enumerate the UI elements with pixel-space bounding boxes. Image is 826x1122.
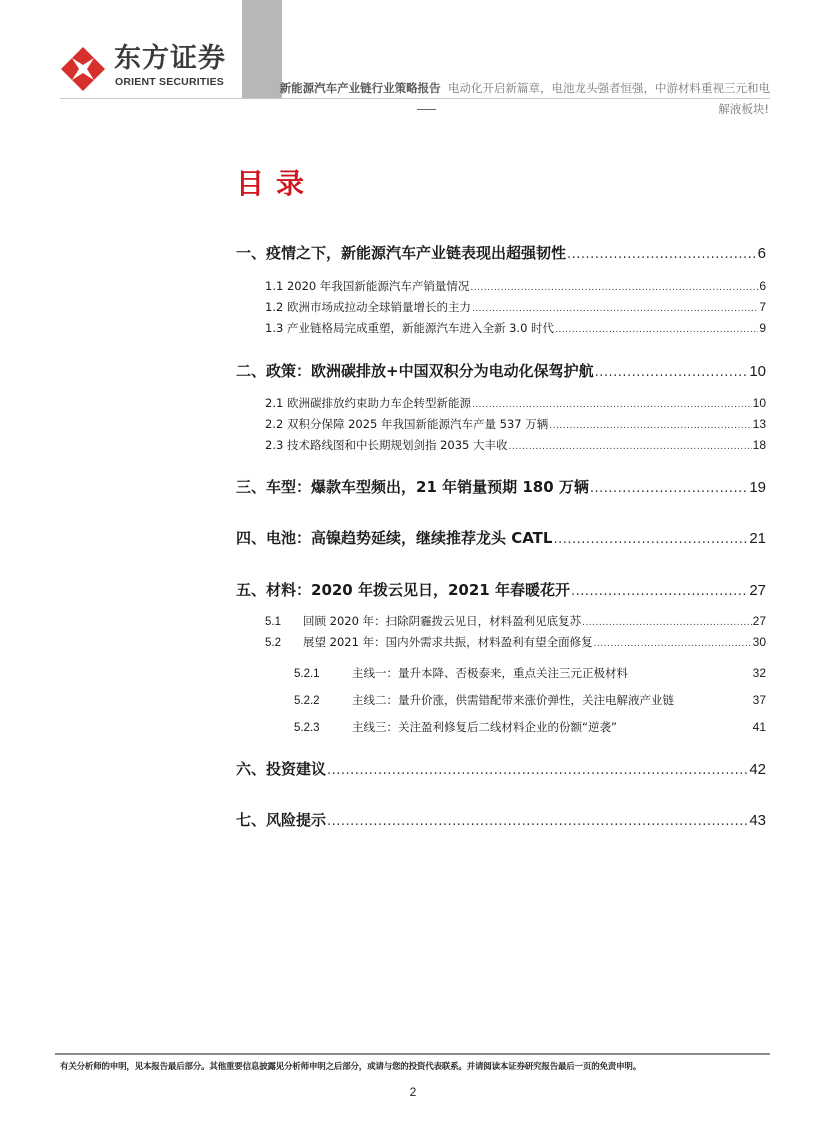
- page-title: 目录: [236, 167, 317, 200]
- toc-label: 1.1 2020 年我国新能源汽车产销量情况: [265, 279, 470, 293]
- toc-page: 10: [749, 363, 766, 380]
- toc-page: 30: [752, 635, 766, 649]
- toc-page: 41: [752, 720, 766, 734]
- toc-label: 五、材料：2020 年拨云见日，2021 年春暖花开: [236, 581, 570, 599]
- toc-number: 5.2.3: [294, 722, 320, 734]
- report-title-line2: 解液板块!: [718, 102, 769, 116]
- orient-securities-logo-icon: [60, 46, 106, 92]
- toc-label: 二、政策：欧洲碳排放+中国双积分为电动化保驾护航: [236, 362, 594, 380]
- toc-label: 主线三：关注盈利修复后二线材料企业的份额“逆袭”: [352, 720, 617, 734]
- toc-page: 43: [749, 812, 766, 829]
- toc-label: 三、车型：爆款车型频出，21 年销量预期 180 万辆: [236, 478, 589, 496]
- toc-entry-5-2-2[interactable]: [294, 692, 766, 708]
- toc-label: 一、疫情之下，新能源汽车产业链表现出超强韧性: [236, 244, 567, 262]
- toc-page: 13: [752, 417, 766, 431]
- dot-leader: [509, 442, 752, 452]
- toc-label: 2.3 技术路线图和中长期规划剑指 2035 大丰收: [265, 438, 508, 452]
- toc-entry-2[interactable]: [236, 360, 766, 381]
- company-logo: [60, 44, 235, 92]
- toc-number: 5.2: [265, 637, 281, 649]
- toc-entry-7[interactable]: [236, 809, 766, 830]
- header-divider: [60, 98, 770, 99]
- toc-page: 6: [759, 279, 766, 293]
- toc-label: 2.1 欧洲碳排放约束助力车企转型新能源: [265, 396, 471, 410]
- dot-leader: [571, 584, 748, 599]
- toc-page: 19: [749, 479, 766, 496]
- logo-english-name: ORIENT SECURITIES: [115, 76, 224, 88]
- toc-label: 六、投资建议: [236, 760, 327, 778]
- header-accent-block: [242, 0, 282, 98]
- report-title-line1: 电动化开启新篇章，电池龙头强者恒强，中游材料重视三元和电: [448, 81, 770, 95]
- toc-page: 27: [752, 614, 766, 628]
- toc-page: 32: [752, 666, 766, 680]
- toc-entry-2-3[interactable]: [265, 437, 766, 453]
- dot-leader: [470, 283, 758, 293]
- footer-divider: [55, 1053, 770, 1055]
- toc-entry-5-2-3[interactable]: [294, 719, 766, 735]
- dot-leader: [590, 481, 748, 496]
- dot-leader: [567, 247, 757, 262]
- dot-leader: [327, 763, 748, 778]
- toc-page: 9: [759, 321, 766, 335]
- toc-page: 21: [749, 530, 766, 547]
- toc-entry-5[interactable]: [236, 579, 766, 600]
- report-type: 新能源汽车产业链行业策略报告: [279, 81, 441, 95]
- dot-leader: [553, 532, 748, 547]
- toc-entry-3[interactable]: [236, 476, 766, 497]
- toc-page: 37: [752, 693, 766, 707]
- toc-entry-5-2[interactable]: [265, 634, 766, 650]
- page-number: 2: [409, 1085, 417, 1099]
- toc-entry-5-2-1[interactable]: [294, 665, 766, 681]
- toc-label: 2.2 双积分保障 2025 年我国新能源汽车产量 537 万辆: [265, 417, 549, 431]
- toc-page: 7: [759, 300, 766, 314]
- toc-page: 6: [757, 245, 766, 262]
- toc-label: 1.2 欧洲市场成拉动全球销量增长的主力: [265, 300, 471, 314]
- header-dash: [417, 109, 436, 110]
- toc-page: 18: [752, 438, 766, 452]
- toc-entry-2-1[interactable]: [265, 395, 766, 411]
- dot-leader: [582, 618, 752, 628]
- toc-entry-5-1[interactable]: [265, 613, 766, 629]
- toc-label: 回顾 2020 年：扫除阴霾拨云见日，材料盈利见底复苏: [303, 614, 582, 628]
- toc-page: 42: [749, 761, 766, 778]
- toc-number: 5.2.1: [294, 668, 320, 680]
- toc-label: 展望 2021 年：国内外需求共振，材料盈利有望全面修复: [303, 635, 593, 649]
- dot-leader: [472, 304, 758, 314]
- report-header: [280, 80, 770, 96]
- dot-leader: [549, 421, 751, 431]
- toc-label: 主线一：量升本降、否极泰来，重点关注三元正极材料: [352, 666, 628, 680]
- dot-leader: [327, 814, 748, 829]
- dot-leader: [472, 400, 752, 410]
- toc-label: 七、风险提示: [236, 811, 327, 829]
- dot-leader: [555, 325, 758, 335]
- toc-label: 1.3 产业链格局完成重塑，新能源汽车进入全新 3.0 时代: [265, 321, 555, 335]
- toc-number: 5.2.2: [294, 695, 320, 707]
- dot-leader: [594, 639, 752, 649]
- toc-entry-4[interactable]: [236, 527, 766, 548]
- dot-leader: [595, 365, 749, 380]
- logo-chinese-name: 东方证券: [114, 43, 226, 74]
- toc-label: 四、电池：高镍趋势延续，继续推荐龙头 CATL: [236, 529, 553, 547]
- toc-entry-2-2[interactable]: [265, 416, 766, 432]
- toc-page: 10: [752, 396, 766, 410]
- toc-label: 主线二：量升价涨，供需错配带来涨价弹性，关注电解液产业链: [352, 693, 674, 707]
- toc-number: 5.1: [265, 616, 281, 628]
- toc-page: 27: [749, 582, 766, 599]
- toc-entry-1-2[interactable]: [265, 299, 766, 315]
- toc-entry-1-3[interactable]: [265, 320, 766, 336]
- toc-entry-1[interactable]: [236, 242, 766, 263]
- toc-entry-1-1[interactable]: [265, 278, 766, 294]
- toc-entry-6[interactable]: [236, 758, 766, 779]
- footer-disclaimer: 有关分析师的申明，见本报告最后部分。其他重要信息披露见分析师申明之后部分，或请与您的投资代表联系。并请阅读本证券研究报告最后一页的免责申明。: [60, 1062, 642, 1072]
